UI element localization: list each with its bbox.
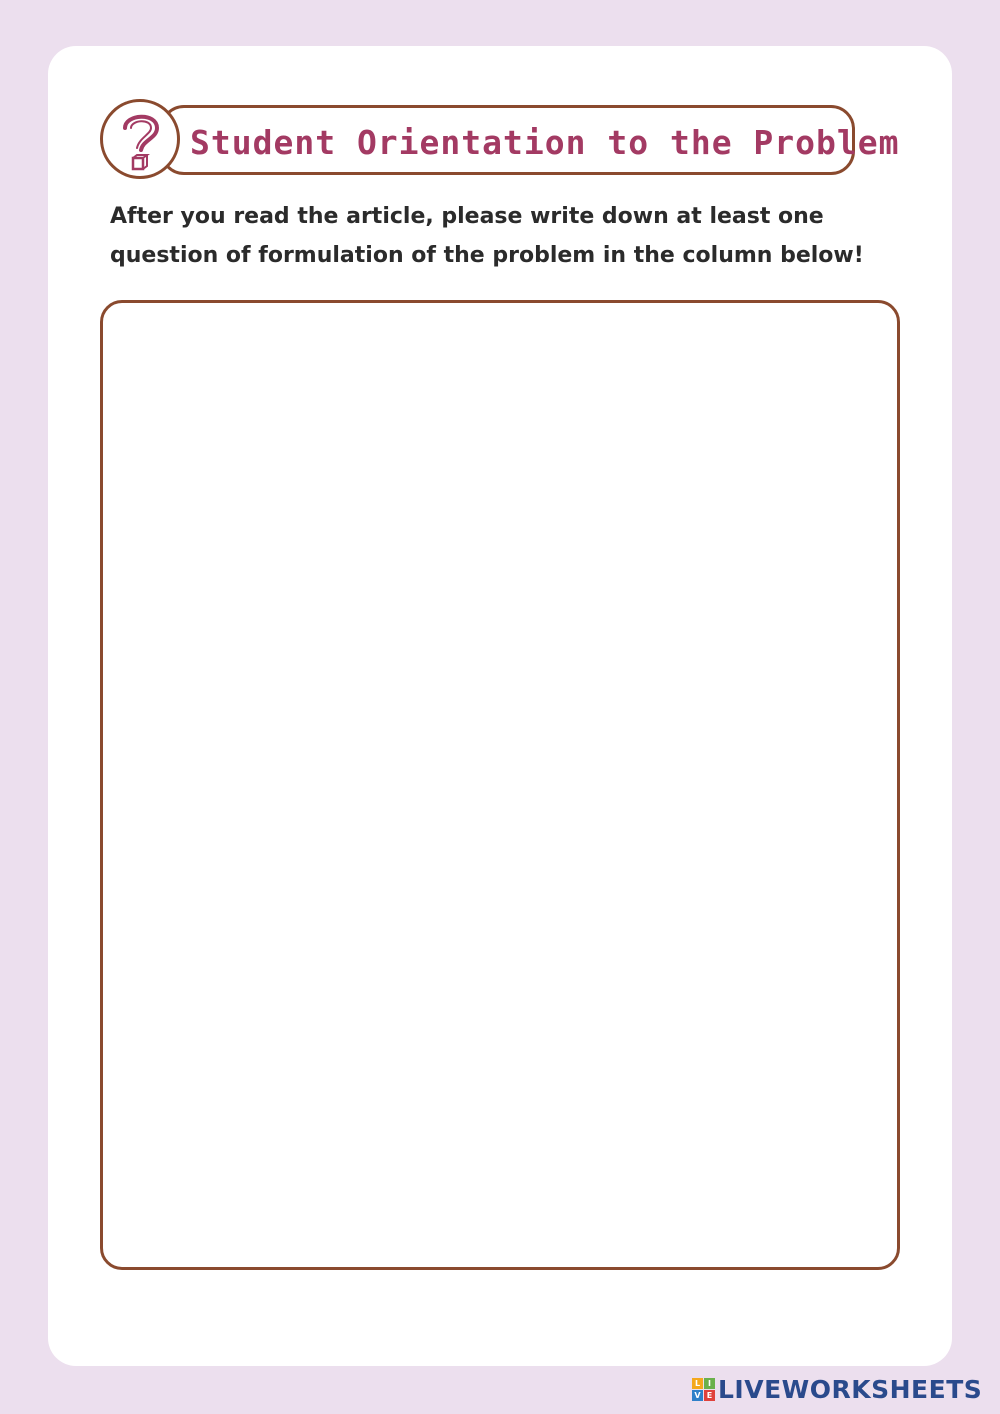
page-title: Student Orientation to the Problem — [190, 123, 900, 162]
instructions-line-1: After you read the article, please write down at least one — [110, 204, 824, 229]
logo-block-l: L — [692, 1378, 703, 1389]
logo-blocks-icon — [692, 1378, 715, 1401]
answer-box — [100, 300, 900, 1270]
logo-text: LIVEWORKSHEETS — [718, 1374, 983, 1404]
question-mark-icon — [113, 108, 169, 174]
liveworksheets-logo — [692, 1374, 982, 1404]
instructions-text — [110, 197, 900, 275]
logo-block-v: V — [692, 1390, 703, 1401]
instructions-line-2: question of formulation of the problem in the column below! — [110, 243, 864, 268]
answer-input[interactable] — [103, 303, 897, 1267]
logo-block-e: E — [704, 1390, 715, 1401]
logo-block-i: I — [704, 1378, 715, 1389]
question-badge — [100, 99, 180, 179]
